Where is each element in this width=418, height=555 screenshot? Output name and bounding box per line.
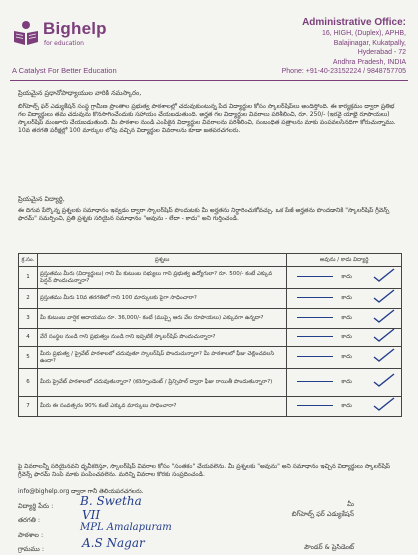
school-label: పాఠశాల : <box>18 531 44 539</box>
brand-tagline: for education <box>44 40 84 47</box>
class-value[interactable]: VII <box>82 508 101 522</box>
table-row <box>19 309 402 329</box>
address-line: Andhra Pradesh, INDIA <box>332 58 406 66</box>
checkmark-icon <box>373 309 395 323</box>
checkmark-icon <box>373 373 395 387</box>
table-row <box>19 267 402 289</box>
table-row <box>19 347 402 369</box>
address-line: Balajinagar, Kukatpally, <box>333 39 406 47</box>
paragraph-closing: పై వివరాలన్నీ సరియైనవని ధృవీకరిస్తూ, స్కాలర్‌షిప్ వివరాల కోసం "సంతకం" చేయవలెను. మీ ప్రశ్నలకు "అవును" అని సమాధానం ఇచ్చిన విద్యార్థులు స్కాలర్‌షిప్ గ్రీవెన్స్ ఫారమ్ నింపి మాకు పంపించవలెను. మరిన్ని వివరాల కొరకు సంప్రదించండి. <box>18 463 391 478</box>
row-number: 5 <box>19 347 38 369</box>
paragraph-instructions: ఈ దిగువ పేర్కొన్న ప్రశ్నలకు సమాధానం ఇవ్వడం ద్వారా స్కాలర్‌షిప్ పొందుటకు మీ అర్హతను నిర్ధారించుకోవచ్చు. ఒక పేజీ అర్హతను పొందడానికి "స్కాలర్‌షిప్ గ్రీవెన్స్ ఫారమ్" సమర్పించి, ప్రతి ప్రశ్నకు సరియైన సమాధానం "అవును - లేదా - కాదు" అని గుర్తించండి. <box>18 207 390 222</box>
row-answer: కాదు <box>341 274 352 280</box>
table-header-row <box>19 254 402 267</box>
checkmark-icon <box>373 328 395 342</box>
row-question: మీ కుటుంబ వార్షిక ఆదాయము రూ. 36,000/- కంటే (ముప్పై ఆరు వేల రూపాయలు) ఎక్కువగా ఉన్నదా? <box>37 309 286 329</box>
village-label: గ్రామము : <box>18 545 45 553</box>
row-number: 2 <box>19 289 38 309</box>
class-label: తరగతి : <box>18 516 41 524</box>
row-question: మీరు ఈ సంవత్సరం 90% కంటే ఎక్కువ మార్కులు సాధించారా? <box>37 397 286 417</box>
checkmark-icon <box>373 397 395 411</box>
struck-option-line <box>297 381 333 382</box>
student-name-value[interactable]: B. Swetha <box>80 494 142 508</box>
paragraph-intro: బిగ్‌హెల్ప్ ఫర్ ఎడ్యుకేషన్ సంస్థ గ్రామీణ ప్రాంతాల ప్రభుత్వ పాఠశాలల్లో చదువుకుంటున్న పేద విద్యార్థుల కోసం స్కాలర్‌షిప్‌లు అందిస్తోంది. ఈ కార్యక్రమం ద్వారా ప్రతిభ గల విద్యార్థులు తమ చదువును కొనసాగించేందుకు సహాయం చేయబడుతుంది. అర్హత గల విద్యార్థుల వివరాలు పరిశీలించి, రూ. 250/- (ఇరవై యాభై రూపాయలు) స్కాలర్‌షిప్ మంజూరు చేయబడుతుంది. మీ పాఠశాల నుండి ఎంపికైన విద్యార్థుల వివరాలను పరిశీలించి, సంబంధిత పత్రాలను మాకు పంపవలసినదిగా కోరుచున్నాము. 10వ తరగతి పరీక్షల్లో 100 మార్కుల లోపు వచ్చిన విద్యార్థుల వివరాలను కూడా జతపరచగలరు. <box>18 103 396 134</box>
table-row <box>19 289 402 309</box>
table-row <box>19 397 402 417</box>
struck-option-line <box>297 405 333 406</box>
table-row <box>19 369 402 397</box>
column-header-question: ప్రశ్నలు <box>37 254 286 267</box>
row-answer-cell[interactable] <box>287 397 402 417</box>
checkmark-icon <box>373 289 395 303</box>
row-question: మీరు ప్రభుత్వ / ప్రైవేట్ పాఠశాలలో చదువుతూ స్కాలర్‌షిప్ పొందుచున్నారా? మీ పాఠశాలలో ఫీజు చెల్లించవలసి ఉందా? <box>37 347 286 369</box>
row-number: 4 <box>19 329 38 347</box>
student-name-label: విద్యార్థి పేరు : <box>18 502 54 510</box>
checkmark-icon <box>373 268 395 282</box>
row-answer: కాదు <box>341 403 352 409</box>
row-question: ప్రస్తుతము మీరు (విద్యార్థులు) గాని మీ కుటుంబ సభ్యులు గాని ప్రభుత్వ ఉద్యోగులా? రూ. 500/- కంటే ఎక్కువ పెన్షన్ పొందుచున్నారా? <box>37 267 286 289</box>
row-answer-cell[interactable] <box>287 347 402 369</box>
row-answer: కాదు <box>341 334 352 340</box>
row-number: 1 <box>19 267 38 289</box>
contact-email-line: info@bighelp.org ద్వారా గానీ తెలియపరచగలరు. <box>18 488 144 495</box>
school-value[interactable]: MPL Amalapuram <box>80 522 172 533</box>
book-reader-logo-icon <box>12 20 40 46</box>
row-number: 7 <box>19 397 38 417</box>
signatory-role: పౌండర్ & ప్రెసిడెంట్ <box>304 543 354 551</box>
office-address <box>246 16 406 77</box>
row-answer: కాదు <box>341 315 352 321</box>
row-answer-cell[interactable] <box>287 369 402 397</box>
row-question: ప్రస్తుతము మీరు 10వ తరగతిలో గాని 100 మార్కులకు పైగా సాధించారా? <box>37 289 286 309</box>
struck-option-line <box>297 356 333 357</box>
struck-option-line <box>297 297 333 298</box>
greeting-student: ప్రియమైన విద్యార్థి, <box>18 195 65 203</box>
row-number: 6 <box>19 369 38 397</box>
row-answer-cell[interactable] <box>287 329 402 347</box>
struck-option-line <box>297 336 333 337</box>
struck-option-line <box>297 317 333 318</box>
row-answer: కాదు <box>341 379 352 385</box>
address-line: Hyderabad - 72 <box>357 49 406 56</box>
signatory-org: బిగ్‌హెల్ప్ ఫర్ ఎడ్యుకేషన్ <box>291 510 354 518</box>
village-value[interactable]: A.S Nagar <box>82 536 145 550</box>
row-answer: కాదు <box>341 295 352 301</box>
brand-slogan: A Catalyst For Better Education <box>12 66 117 75</box>
row-number: 3 <box>19 309 38 329</box>
greeting-headmaster: ప్రియమైన ప్రధానోపాధ్యాయుల వారికి నమస్కారం, <box>18 89 142 97</box>
eligibility-table <box>18 253 402 417</box>
header-divider <box>10 80 408 81</box>
brand-name: Bighelp <box>43 19 107 38</box>
checkmark-icon <box>373 348 395 362</box>
row-answer-cell[interactable] <box>287 267 402 289</box>
column-header-answer: అవును / కాదు విద్యార్థి <box>287 254 402 267</box>
address-title: Administrative Office: <box>302 17 406 28</box>
table-row <box>19 329 402 347</box>
row-question: మీరు ప్రైవేట్ పాఠశాలలో చదువుతున్నారా? (కరెస్పాండెంట్ / ప్రిన్సిపాల్ ద్వారా ఫీజు రాయితీ పొందుతున్నారా?) <box>37 369 286 397</box>
closing-word: మీ <box>347 500 354 508</box>
address-phone: Phone: +91-40-23152224 / 9848757705 <box>281 68 406 75</box>
address-line: 16, HIGH, (Duplex), APHB, <box>321 30 406 37</box>
column-header-number: క్ర.సం. <box>19 254 38 267</box>
struck-option-line <box>297 276 333 277</box>
row-answer-cell[interactable] <box>287 289 402 309</box>
row-answer: కాదు <box>341 354 352 360</box>
row-question: వేరే సంస్థల నుండి గాని ప్రభుత్వం నుండి గాని ఇప్పటికే స్కాలర్‌షిప్ పొందుచున్నారా? <box>37 329 286 347</box>
row-answer-cell[interactable] <box>287 309 402 329</box>
